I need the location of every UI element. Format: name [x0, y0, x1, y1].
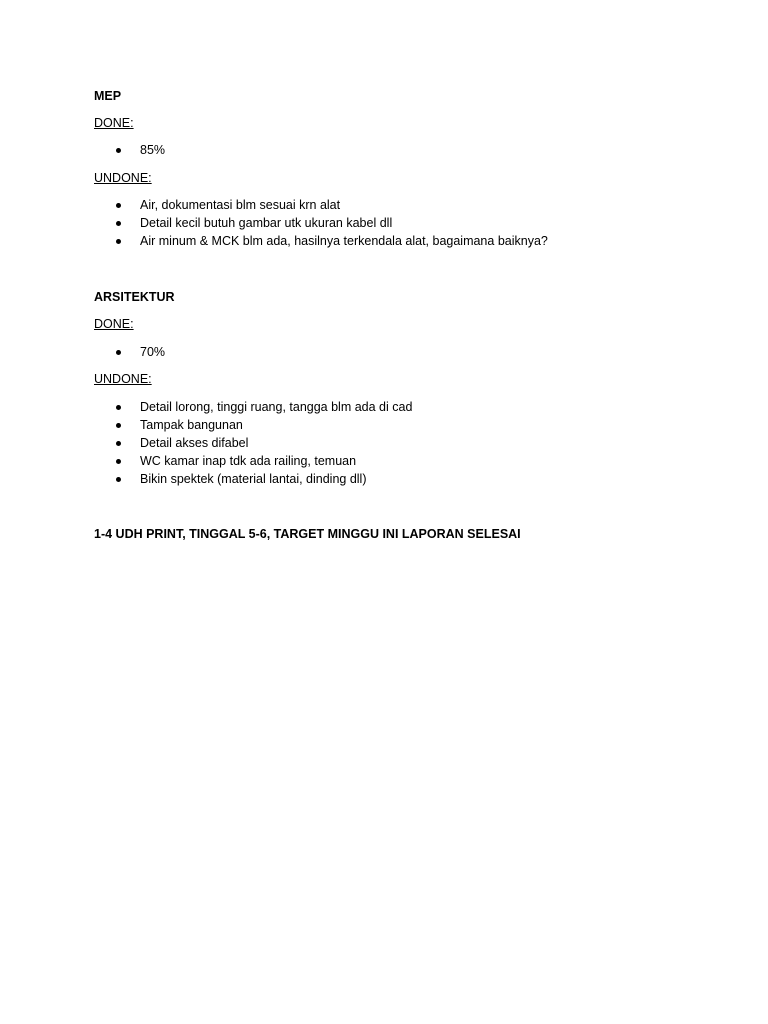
list-item: [0, 416, 700, 434]
section-title-mep: MEP: [94, 89, 122, 103]
bullet-icon: [116, 239, 121, 244]
list-item: [0, 343, 700, 361]
footer-note: 1-4 UDH PRINT, TINGGAL 5-6, TARGET MINGGU INI LAPORAN SELESAI: [94, 527, 521, 541]
arsitektur-undone-label: UNDONE:: [94, 372, 152, 386]
bullet-icon: [116, 148, 121, 153]
list-item-text: WC kamar inap tdk ada railing, temuan: [140, 454, 357, 468]
list-item-text: Detail akses difabel: [140, 436, 249, 450]
bullet-icon: [116, 405, 121, 410]
arsitektur-done-label: DONE:: [94, 317, 134, 331]
list-item-text: Detail kecil butuh gambar utk ukuran kabel dll: [140, 216, 393, 230]
list-item-text: 85%: [140, 143, 166, 157]
list-item-text: Air minum & MCK blm ada, hasilnya terkendala alat, bagaimana baiknya?: [140, 234, 548, 248]
list-item: [0, 398, 700, 416]
list-item: [0, 214, 700, 232]
list-item-text: Air, dokumentasi blm sesuai krn alat: [140, 198, 341, 212]
arsitektur-done-list: [0, 343, 700, 361]
list-item: [0, 470, 700, 488]
bullet-icon: [116, 203, 121, 208]
bullet-icon: [116, 221, 121, 226]
bullet-icon: [116, 441, 121, 446]
mep-undone-label: UNDONE:: [94, 171, 152, 185]
bullet-icon: [116, 459, 121, 464]
list-item: [0, 196, 700, 214]
bullet-icon: [116, 423, 121, 428]
list-item-text: 70%: [140, 345, 166, 359]
list-item: [0, 232, 700, 250]
list-item: [0, 141, 700, 159]
list-item-text: Detail lorong, tinggi ruang, tangga blm ada di cad: [140, 400, 413, 414]
list-item: [0, 452, 700, 470]
arsitektur-undone-list: [0, 398, 700, 488]
mep-done-list: [0, 141, 700, 159]
bullet-icon: [116, 477, 121, 482]
list-item-text: Tampak bangunan: [140, 418, 243, 432]
mep-done-label: DONE:: [94, 116, 134, 130]
mep-undone-list: [0, 196, 700, 250]
bullet-icon: [116, 350, 121, 355]
list-item-text: Bikin spektek (material lantai, dinding dll): [140, 472, 367, 486]
list-item: [0, 434, 700, 452]
section-title-arsitektur: ARSITEKTUR: [94, 290, 175, 304]
